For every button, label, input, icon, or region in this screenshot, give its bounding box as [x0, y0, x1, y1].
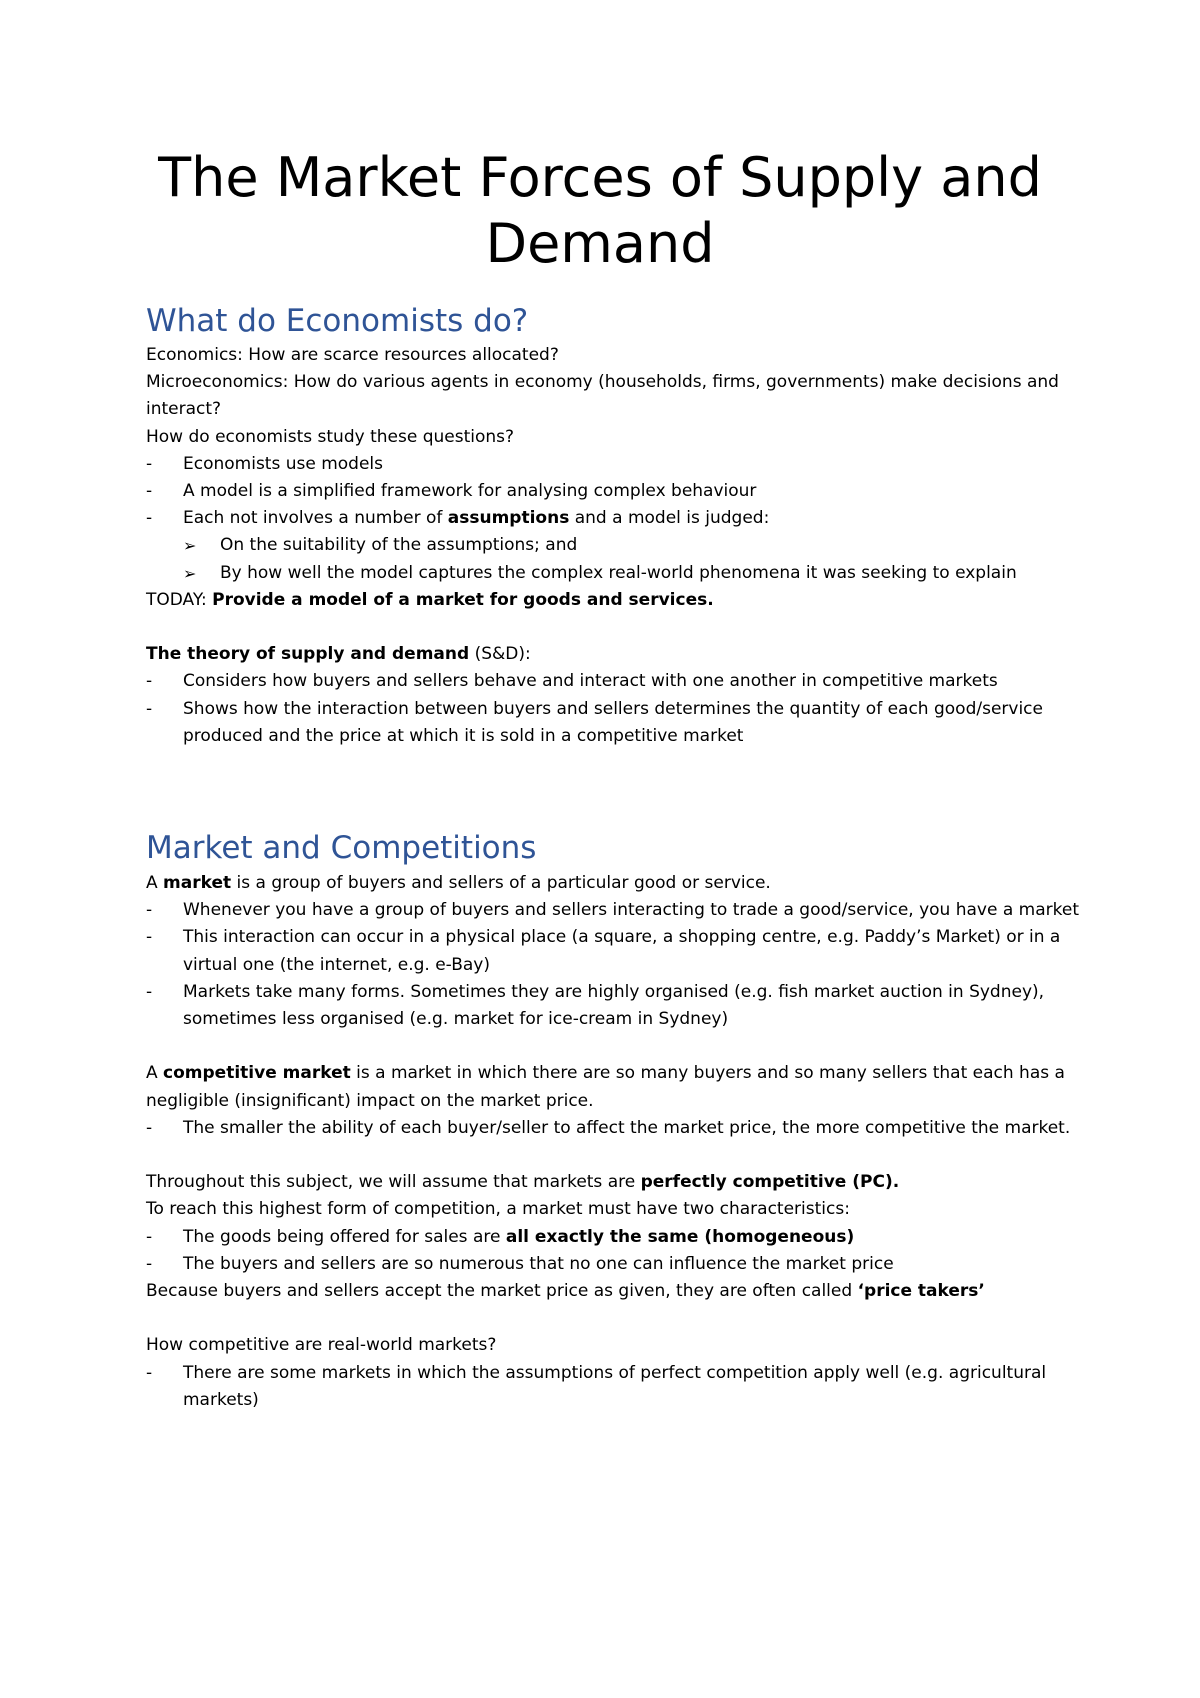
- economics-line: Economics: How are scarce resources allocated?: [146, 345, 559, 365]
- list-item: - Each not involves a number of assumptions and a model is judged:: [146, 505, 1086, 532]
- microeconomics-line: Microeconomics: How do various agents in economy (households, firms, governments) make decisions and interact?: [146, 372, 1059, 420]
- list-item: - A model is a simplified framework for analysing complex behaviour: [146, 478, 1086, 505]
- list-item: - Markets take many forms. Sometimes they are highly organised (e.g. fish market auction in Sydney), sometimes less organised (e.g. market for ice-cream in Sydney): [146, 979, 1086, 1033]
- how-study-line: How do economists study these questions?: [146, 426, 515, 447]
- real-world-question: How competitive are real-world markets?: [146, 1335, 497, 1356]
- list-item: - The smaller the ability of each buyer/seller to affect the market price, the more competitive the market.: [146, 1115, 1086, 1142]
- list-item: - The goods being offered for sales are all exactly the same (homogeneous): [146, 1224, 1086, 1251]
- list-item: - Economists use models: [146, 451, 1086, 478]
- perfect-competition-line: Throughout this subject, we will assume that markets are perfectly competitive (PC).: [146, 1172, 900, 1193]
- theory-line: The theory of supply and demand (S&D):: [146, 644, 531, 665]
- characteristics-line: To reach this highest form of competition, a market must have two characteristics:: [146, 1199, 850, 1220]
- arrow-list-item: ➢ By how well the model captures the complex real-world phenomena it was seeking to explain: [146, 560, 1086, 587]
- document-title: [100, 145, 1100, 277]
- title-line-2: Demand: [485, 212, 715, 275]
- arrow-bullet-icon: ➢: [183, 563, 197, 583]
- price-takers-line: Because buyers and sellers accept the market price as given, they are often called ‘price takers’: [146, 1281, 985, 1302]
- list-item: - The buyers and sellers are so numerous that no one can influence the market price: [146, 1251, 1086, 1278]
- list-item: - This interaction can occur in a physical place (a square, a shopping centre, e.g. Paddy’s Market) or in a virtual one (the internet, e.g. e-Bay): [146, 924, 1086, 978]
- assumptions-bold: assumptions: [447, 508, 570, 529]
- list-item: - Considers how buyers and sellers behave and interact with one another in competitive markets: [146, 668, 1086, 695]
- list-item: - Whenever you have a group of buyers and sellers interacting to trade a good/service, you have a market: [146, 897, 1086, 924]
- market-definition: A market is a group of buyers and sellers of a particular good or service.: [146, 873, 771, 893]
- arrow-bullet-icon: ➢: [183, 536, 197, 556]
- list-item: - There are some markets in which the assumptions of perfect competition apply well (e.g. agricultural markets): [146, 1360, 1086, 1414]
- heading-market-and-competitions: Market and Competitions: [146, 830, 537, 866]
- section-economists-body: [146, 342, 1086, 750]
- heading-what-do-economists-do: What do Economists do?: [146, 303, 529, 339]
- today-line: TODAY: Provide a model of a market for goods and services.: [146, 589, 714, 610]
- competitive-market-definition: A competitive market is a market in which there are so many buyers and so many sellers that each has a negligible (insignificant) impact on the market price.: [146, 1063, 1065, 1111]
- title-line-1: The Market Forces of Supply and: [158, 146, 1042, 209]
- list-item: - Shows how the interaction between buyers and sellers determines the quantity of each good/service produced and the price at which it is sold in a competitive market: [146, 696, 1086, 750]
- section-market-body: [146, 870, 1086, 1414]
- arrow-list-item: ➢ On the suitability of the assumptions; and: [146, 532, 1086, 559]
